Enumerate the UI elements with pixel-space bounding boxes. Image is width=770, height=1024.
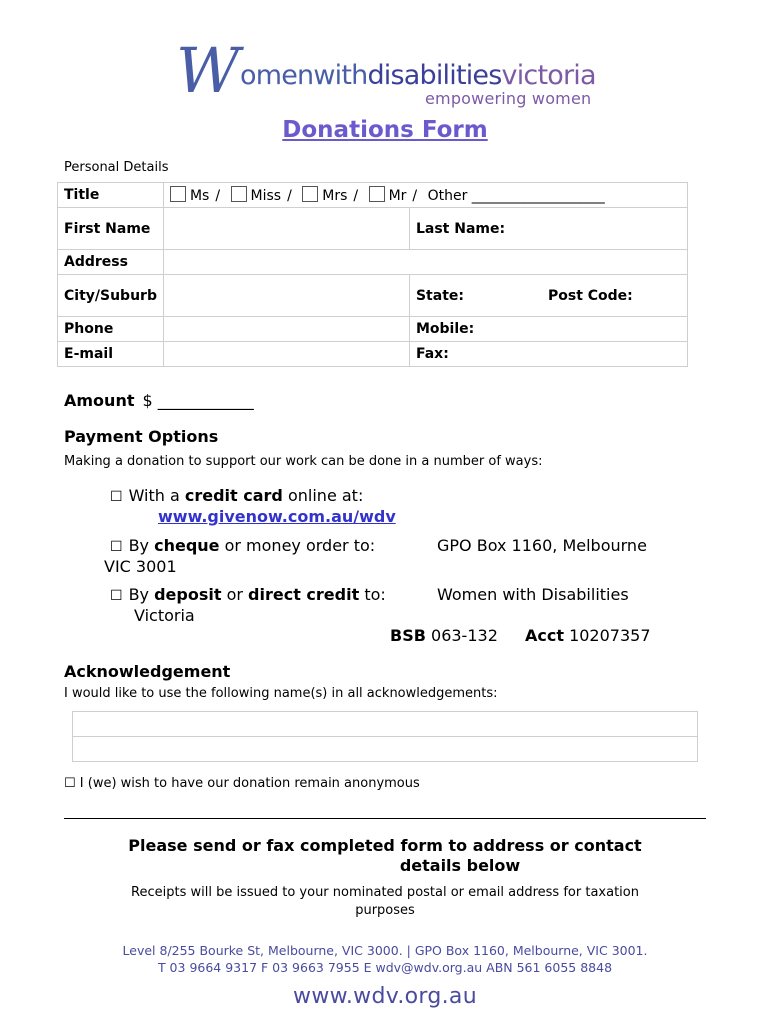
logo-tagline: empowering women — [425, 89, 592, 108]
checkbox-credit-card[interactable]: ☐ — [110, 489, 123, 505]
amount-line — [64, 391, 254, 410]
deposit-payee: Women with Disabilities — [437, 585, 629, 604]
amount-label: Amount — [64, 391, 135, 410]
checkbox-miss[interactable] — [231, 186, 247, 202]
logo-part-omen: omen — [240, 60, 314, 91]
option-mrs: Mrs — [322, 188, 348, 204]
postcode-label: Post Code: — [547, 287, 633, 304]
option-mr: Mr — [388, 188, 407, 204]
address-field[interactable] — [163, 250, 687, 275]
option-deposit: ☐ By deposit or direct credit to: Women with Disabilities Victoria — [110, 585, 629, 625]
logo-letter: W — [176, 34, 238, 107]
checkbox-ms[interactable] — [170, 186, 186, 202]
amount-field[interactable]: $ ____________ — [142, 391, 254, 410]
bsb-value: 063-132 — [431, 626, 498, 645]
option-cheque: ☐ By cheque or money order to: GPO Box 1160, Melbourne VIC 3001 — [104, 536, 647, 576]
mobile-field[interactable] — [409, 317, 687, 342]
checkbox-mrs[interactable] — [302, 186, 318, 202]
city-field[interactable] — [163, 275, 409, 317]
fax-label: Fax: — [415, 346, 449, 362]
city-label: City/Suburb — [58, 275, 164, 317]
footer-address: Level 8/255 Bourke St, Melbourne, VIC 3000. | GPO Box 1160, Melbourne, VIC 3001. — [122, 943, 648, 958]
payment-intro: Making a donation to support our work can be done in a number of ways: — [64, 454, 543, 469]
address-label: Address — [58, 250, 164, 275]
option-credit-card: ☐ With a credit card online at: www.givenow.com.au/wdv — [110, 486, 396, 526]
first-name-field[interactable] — [163, 208, 409, 250]
logo-part-disabilities: disabilities — [367, 60, 502, 91]
footer-website[interactable]: www.wdv.org.au — [293, 984, 477, 1009]
option-other: Other ___________________ — [427, 188, 605, 204]
title-label: Title — [58, 183, 164, 208]
option-miss: Miss — [250, 188, 282, 204]
option-ms: Ms — [189, 188, 210, 204]
footer-contacts: T 03 9664 9317 F 03 9663 7955 E wdv@wdv.org.au ABN 561 6055 8848 — [157, 960, 613, 975]
logo-wordmark — [240, 62, 596, 89]
logo-part-victoria: victoria — [501, 60, 596, 91]
phone-label: Phone — [58, 317, 164, 342]
bsb-label: BSB — [390, 626, 426, 645]
first-name-label: First Name — [58, 208, 164, 250]
ack-heading: Acknowledgement — [64, 662, 231, 681]
anonymous-checkbox-row[interactable]: ☐ I (we) wish to have our donation remain anonymous — [64, 776, 420, 791]
last-name-field[interactable] — [409, 208, 687, 250]
title-options: Ms / Miss / Mrs / Mr / Other ___________________ — [163, 183, 687, 208]
acct-value: 10207357 — [569, 626, 651, 645]
ack-name-line-1[interactable] — [73, 712, 697, 737]
email-field[interactable] — [163, 342, 409, 367]
phone-field[interactable] — [163, 317, 409, 342]
receipts-note: Receipts will be issued to your nominated postal or email address for taxation purposes — [131, 885, 639, 918]
page-title: Donations Form — [282, 117, 488, 143]
checkbox-mr[interactable] — [369, 186, 385, 202]
last-name-label: Last Name: — [415, 220, 506, 237]
logo-part-with: with — [313, 60, 368, 91]
ack-name-line-2[interactable] — [73, 737, 697, 761]
state-label: State: — [415, 287, 464, 304]
mobile-label: Mobile: — [415, 321, 475, 337]
email-label: E-mail — [58, 342, 164, 367]
checkbox-cheque[interactable]: ☐ — [110, 539, 123, 555]
fax-field[interactable] — [409, 342, 687, 367]
divider — [64, 818, 706, 819]
checkbox-deposit[interactable]: ☐ — [110, 588, 123, 604]
ack-text: I would like to use the following name(s) in all acknowledgements: — [64, 686, 498, 701]
payment-heading: Payment Options — [64, 427, 219, 446]
state-postcode-field[interactable] — [409, 275, 687, 317]
acct-label: Acct — [524, 626, 564, 645]
bank-details — [390, 626, 651, 645]
personal-details-table — [57, 182, 688, 367]
ack-names-box — [72, 711, 698, 762]
personal-details-caption: Personal Details — [64, 160, 169, 175]
send-instruction: Please send or fax completed form to address or contact details below — [128, 836, 642, 875]
givenow-link[interactable]: www.givenow.com.au/wdv — [158, 507, 396, 526]
cheque-address: GPO Box 1160, Melbourne — [437, 536, 647, 555]
